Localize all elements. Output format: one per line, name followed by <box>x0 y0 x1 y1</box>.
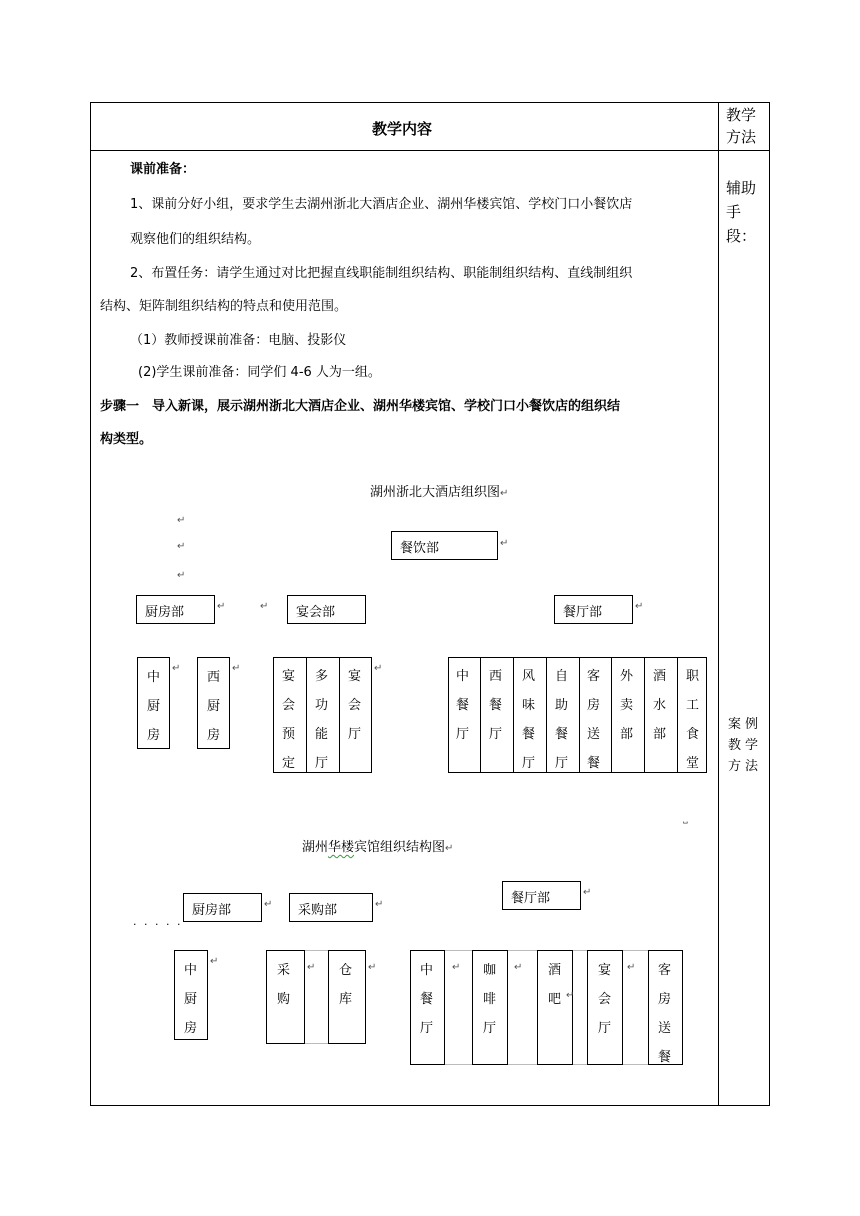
intro-p1-line2: 观察他们的组织结构。 <box>130 232 261 247</box>
unit-label: 酒吧 <box>548 963 562 1007</box>
chart1-banquet-unit <box>315 662 331 778</box>
side-method <box>728 714 768 777</box>
side-aid <box>726 176 760 248</box>
unit-label: 宴会厅 <box>348 669 362 742</box>
return-mark: ↵ <box>260 601 269 612</box>
return-mark: ↵ <box>217 601 226 612</box>
unit-label: 外卖部 <box>620 669 634 742</box>
unit-label: 中餐厅 <box>420 963 434 1036</box>
side-method-text: 案例教学方法 <box>728 717 763 774</box>
intro-p2-line1: 2、布置任务：请学生通过对比把握直线职能制组织结构、职能制组织结构、直线制组织 <box>130 266 633 281</box>
chart2-dept-purchase <box>289 893 373 922</box>
intro-p2-line2: 结构、矩阵制组织结构的特点和使用范围。 <box>100 299 348 314</box>
chart1-title-text: 湖州浙北大酒店组织图 <box>370 485 501 500</box>
chart2-dept-restaurant <box>502 881 581 910</box>
chart1-banquet-separator <box>339 657 340 773</box>
chart1-restaurant-unit <box>653 662 669 749</box>
unit-label: 客房送餐 <box>658 963 672 1065</box>
chart1-kitchen-unit <box>197 657 230 749</box>
chart2-title <box>302 836 453 855</box>
chart1-restaurant-unit <box>555 662 571 778</box>
return-mark: ↵ <box>452 962 461 973</box>
chart1-top-box <box>391 531 498 560</box>
unit-label: 自助餐厅 <box>555 669 569 771</box>
chart2-title-squiggle: 华楼 <box>328 840 355 855</box>
corner-mark: ˽ <box>683 810 688 824</box>
unit-label: 西餐厅 <box>489 669 503 742</box>
chart1-dept-label: 宴会部 <box>296 605 336 620</box>
chart1-banquet-unit <box>282 662 298 778</box>
chart2-dept-label: 餐厅部 <box>511 891 551 906</box>
chart2-title-pre: 湖州 <box>302 840 329 855</box>
table-header-divider <box>90 150 770 151</box>
chart1-restaurant-separator <box>579 657 580 773</box>
chart1-restaurant-separator <box>513 657 514 773</box>
intro-p1-line1: 1、课前分好小组，要求学生去湖州浙北大酒店企业、湖州华楼宾馆、学校门口小餐饮店 <box>130 197 633 212</box>
chart2-purchase-unit <box>328 950 366 1044</box>
chart2-purchase-link <box>305 950 329 951</box>
chart1-dept-restaurant <box>554 595 633 624</box>
return-mark: ↵ <box>307 962 316 973</box>
chart1-kitchen-unit <box>137 657 170 749</box>
return-mark: ↵ <box>635 601 644 612</box>
header-content: 教学内容 <box>372 120 433 138</box>
unit-label: 多功能厅 <box>315 669 329 771</box>
chart2-restaurant-unit <box>648 950 683 1065</box>
return-mark: ↵ <box>210 956 219 967</box>
intro-p3: （1）教师授课前准备：电脑、投影仪 <box>130 333 347 348</box>
chart2-title-post: 宾馆组织结构图 <box>354 840 446 855</box>
return-mark: ↵ <box>177 541 186 552</box>
return-mark: ↵ <box>177 515 186 526</box>
return-mark: ↵ <box>514 962 523 973</box>
return-mark: ↵ <box>566 990 575 1001</box>
chart1-restaurant-unit <box>489 662 505 749</box>
return-mark: ↵ <box>375 899 384 910</box>
chart1-dept-label: 厨房部 <box>145 605 185 620</box>
chart1-restaurant-separator <box>546 657 547 773</box>
chart2-purchase-unit <box>266 950 305 1044</box>
unit-label: 宴会厅 <box>598 963 612 1036</box>
unit-label: 仓库 <box>339 963 353 1007</box>
unit-label: 咖啡厅 <box>483 963 497 1036</box>
return-mark: ↵ <box>177 570 186 581</box>
intro-p4: (2)学生课前准备：同学们 4-6 人为一组。 <box>138 365 381 380</box>
table-column-divider <box>718 102 719 1106</box>
chart1-banquet-separator <box>306 657 307 773</box>
return-mark: ↵ <box>264 899 273 910</box>
unit-label: 客房送餐 <box>587 669 601 771</box>
chart1-dept-kitchen <box>136 595 215 624</box>
chart1-top-label: 餐饮部 <box>400 541 440 556</box>
return-mark: ↵ <box>172 663 181 674</box>
intro-heading: 课前准备： <box>130 162 196 177</box>
step1-line2: 构类型。 <box>100 432 153 447</box>
unit-label: 酒水部 <box>653 669 667 742</box>
chart1-restaurant-separator <box>480 657 481 773</box>
chart2-dept-label: 采购部 <box>298 903 338 918</box>
chart1-restaurant-unit <box>456 662 472 749</box>
chart1-banquet-unit <box>348 662 364 749</box>
return-mark: ↵ <box>583 887 592 898</box>
chart2-dots: · · · · · <box>133 918 183 931</box>
chart2-restaurant-unit <box>410 950 445 1065</box>
chart1-restaurant-separator <box>611 657 612 773</box>
return-mark: ↵ <box>500 538 509 549</box>
return-mark: ↵ <box>232 663 241 674</box>
chart1-restaurant-separator <box>644 657 645 773</box>
chart1-restaurant-unit <box>620 662 636 749</box>
chart1-title <box>370 481 508 500</box>
chart1-restaurant-separator <box>677 657 678 773</box>
step1-line1: 步骤一 导入新课，展示湖州浙北大酒店企业、湖州华楼宾馆、学校门口小餐饮店的组织结 <box>100 399 621 414</box>
unit-label: 中厨房 <box>184 963 198 1036</box>
return-mark: ↵ <box>445 843 454 854</box>
chart1-dept-label: 餐厅部 <box>563 605 603 620</box>
chart2-dept-kitchen <box>183 893 262 922</box>
chart2-restaurant-unit <box>537 950 573 1065</box>
chart2-purchase-link <box>305 1043 329 1044</box>
return-mark: ↵ <box>374 663 383 674</box>
chart1-restaurant-unit <box>522 662 538 778</box>
chart2-kitchen-unit <box>174 950 208 1040</box>
unit-label: 风味餐厅 <box>522 669 536 771</box>
chart1-restaurant-unit <box>587 662 603 778</box>
unit-label: 宴会预定 <box>282 669 296 771</box>
header-method-text: 教学方法 <box>726 106 757 146</box>
header-method <box>726 104 764 148</box>
chart1-restaurant-unit <box>686 662 702 778</box>
return-mark: ↵ <box>500 488 509 499</box>
side-aid-text: 辅助手段： <box>726 179 757 245</box>
unit-label: 中餐厅 <box>456 669 470 742</box>
unit-label: 采购 <box>277 963 291 1007</box>
unit-label: 中厨房 <box>147 670 161 743</box>
chart2-restaurant-unit <box>472 950 508 1065</box>
unit-label: 西厨房 <box>207 670 221 743</box>
return-mark: ↵ <box>368 962 377 973</box>
chart1-dept-banquet <box>287 595 366 624</box>
chart2-dept-label: 厨房部 <box>192 903 232 918</box>
return-mark: ↵ <box>627 962 636 973</box>
unit-label: 职工食堂 <box>686 669 700 771</box>
chart2-restaurant-unit <box>587 950 623 1065</box>
